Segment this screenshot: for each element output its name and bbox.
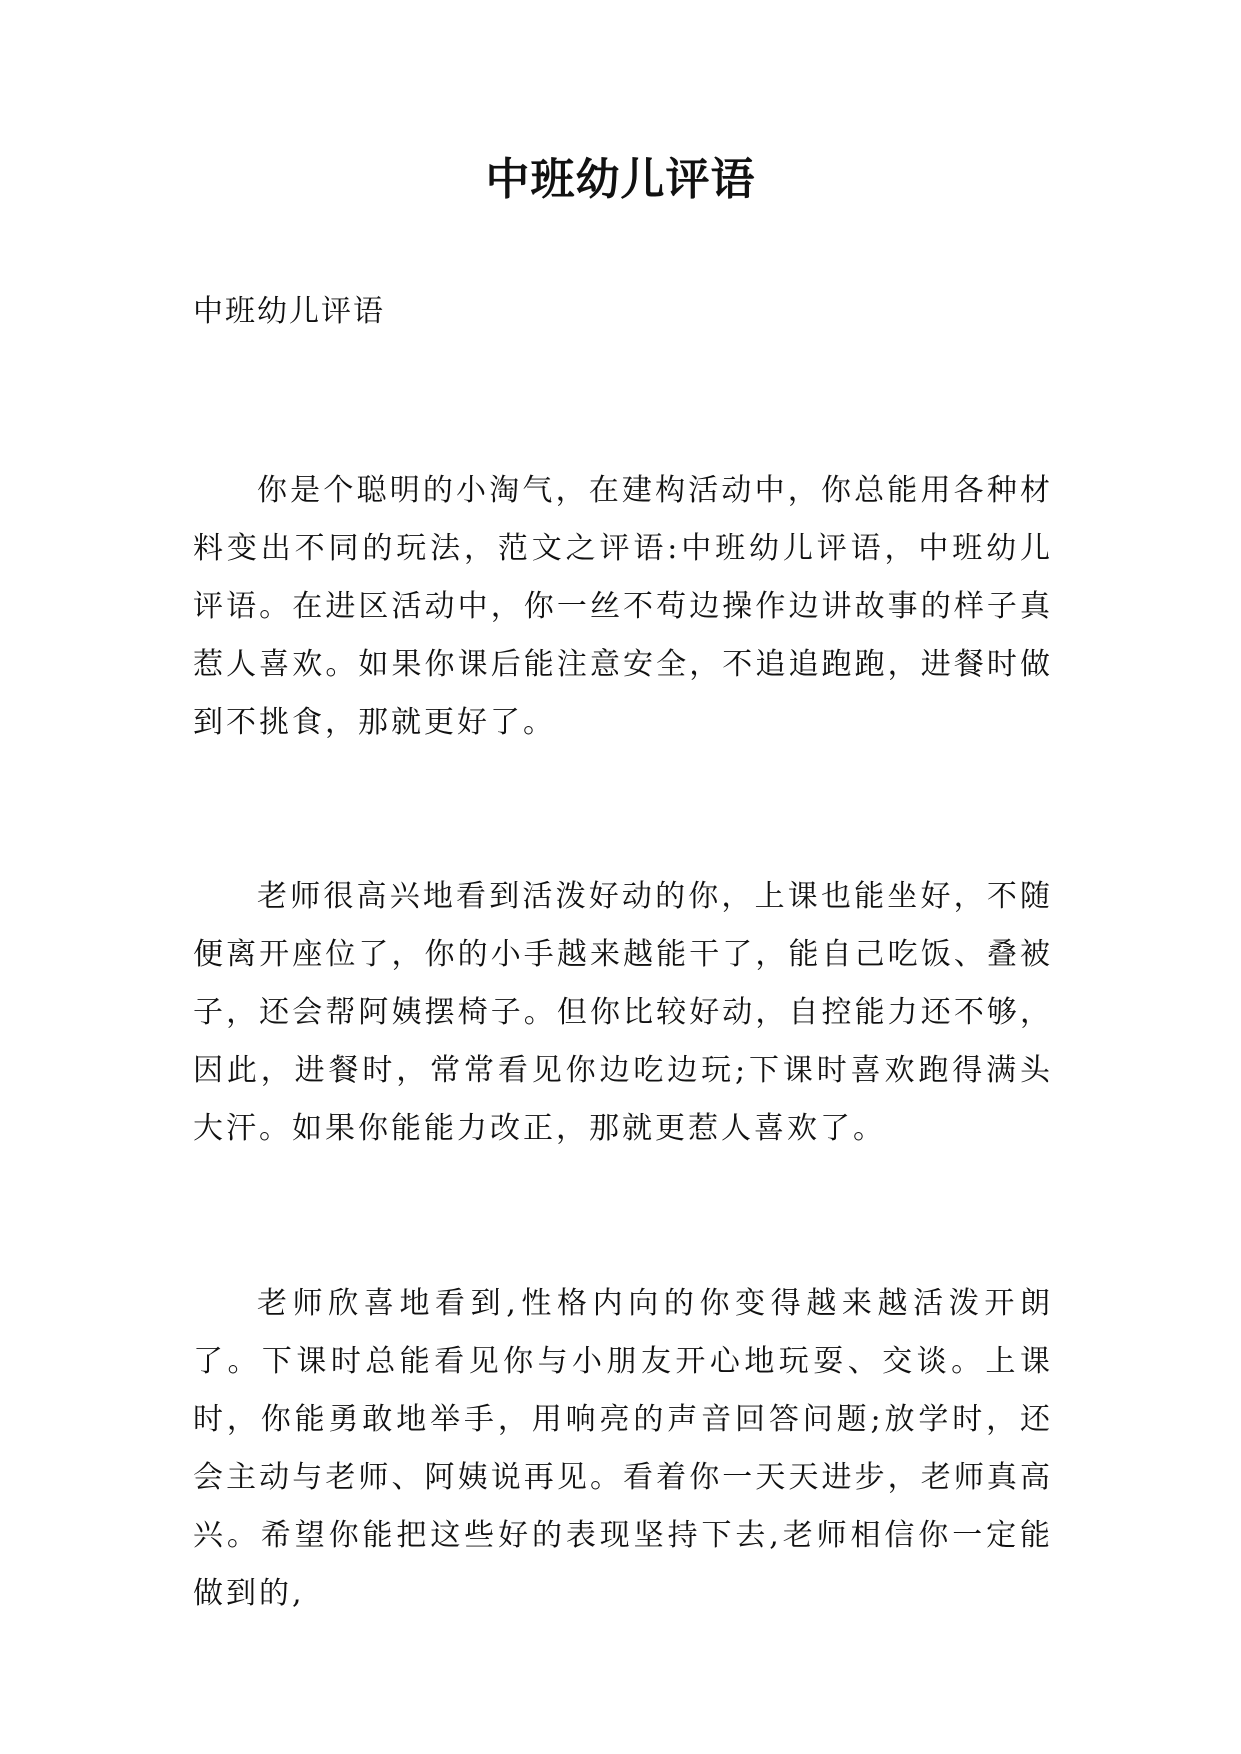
paragraph-3: 老师欣喜地看到,性格内向的你变得越来越活泼开朗了。下课时总能看见你与小朋友开心地玩耍、交谈。上课时，你能勇敢地举手，用响亮的声音回答问题;放学时，还会主动与老师、阿姨说再见。看着你一天天进步，老师真高兴。希望你能把这些好的表现坚持下去,老师相信你一定能做到的, [193, 1286, 1053, 1611]
paragraph-2: 老师很高兴地看到活泼好动的你，上课也能坐好，不随便离开座位了，你的小手越来越能干了，能自己吃饭、叠被子，还会帮阿姨摆椅子。但你比较好动，自控能力还不够，因此，进餐时，常常看见你边吃边玩;下课时喜欢跑得满头大汗。如果你能能力改正，那就更惹人喜欢了。 [193, 879, 1053, 1146]
paragraph-1: 你是个聪明的小淘气，在建构活动中，你总能用各种材料变出不同的玩法，范文之评语:中班幼儿评语，中班幼儿评语。在进区活动中，你一丝不苟边操作边讲故事的样子真惹人喜欢。如果你课后能注意安全，不追追跑跑，进餐时做到不挑食，那就更好了。 [193, 473, 1053, 740]
document-subtitle: 中班幼儿评语 [193, 294, 385, 329]
page-title: 中班幼儿评语 [485, 154, 756, 205]
